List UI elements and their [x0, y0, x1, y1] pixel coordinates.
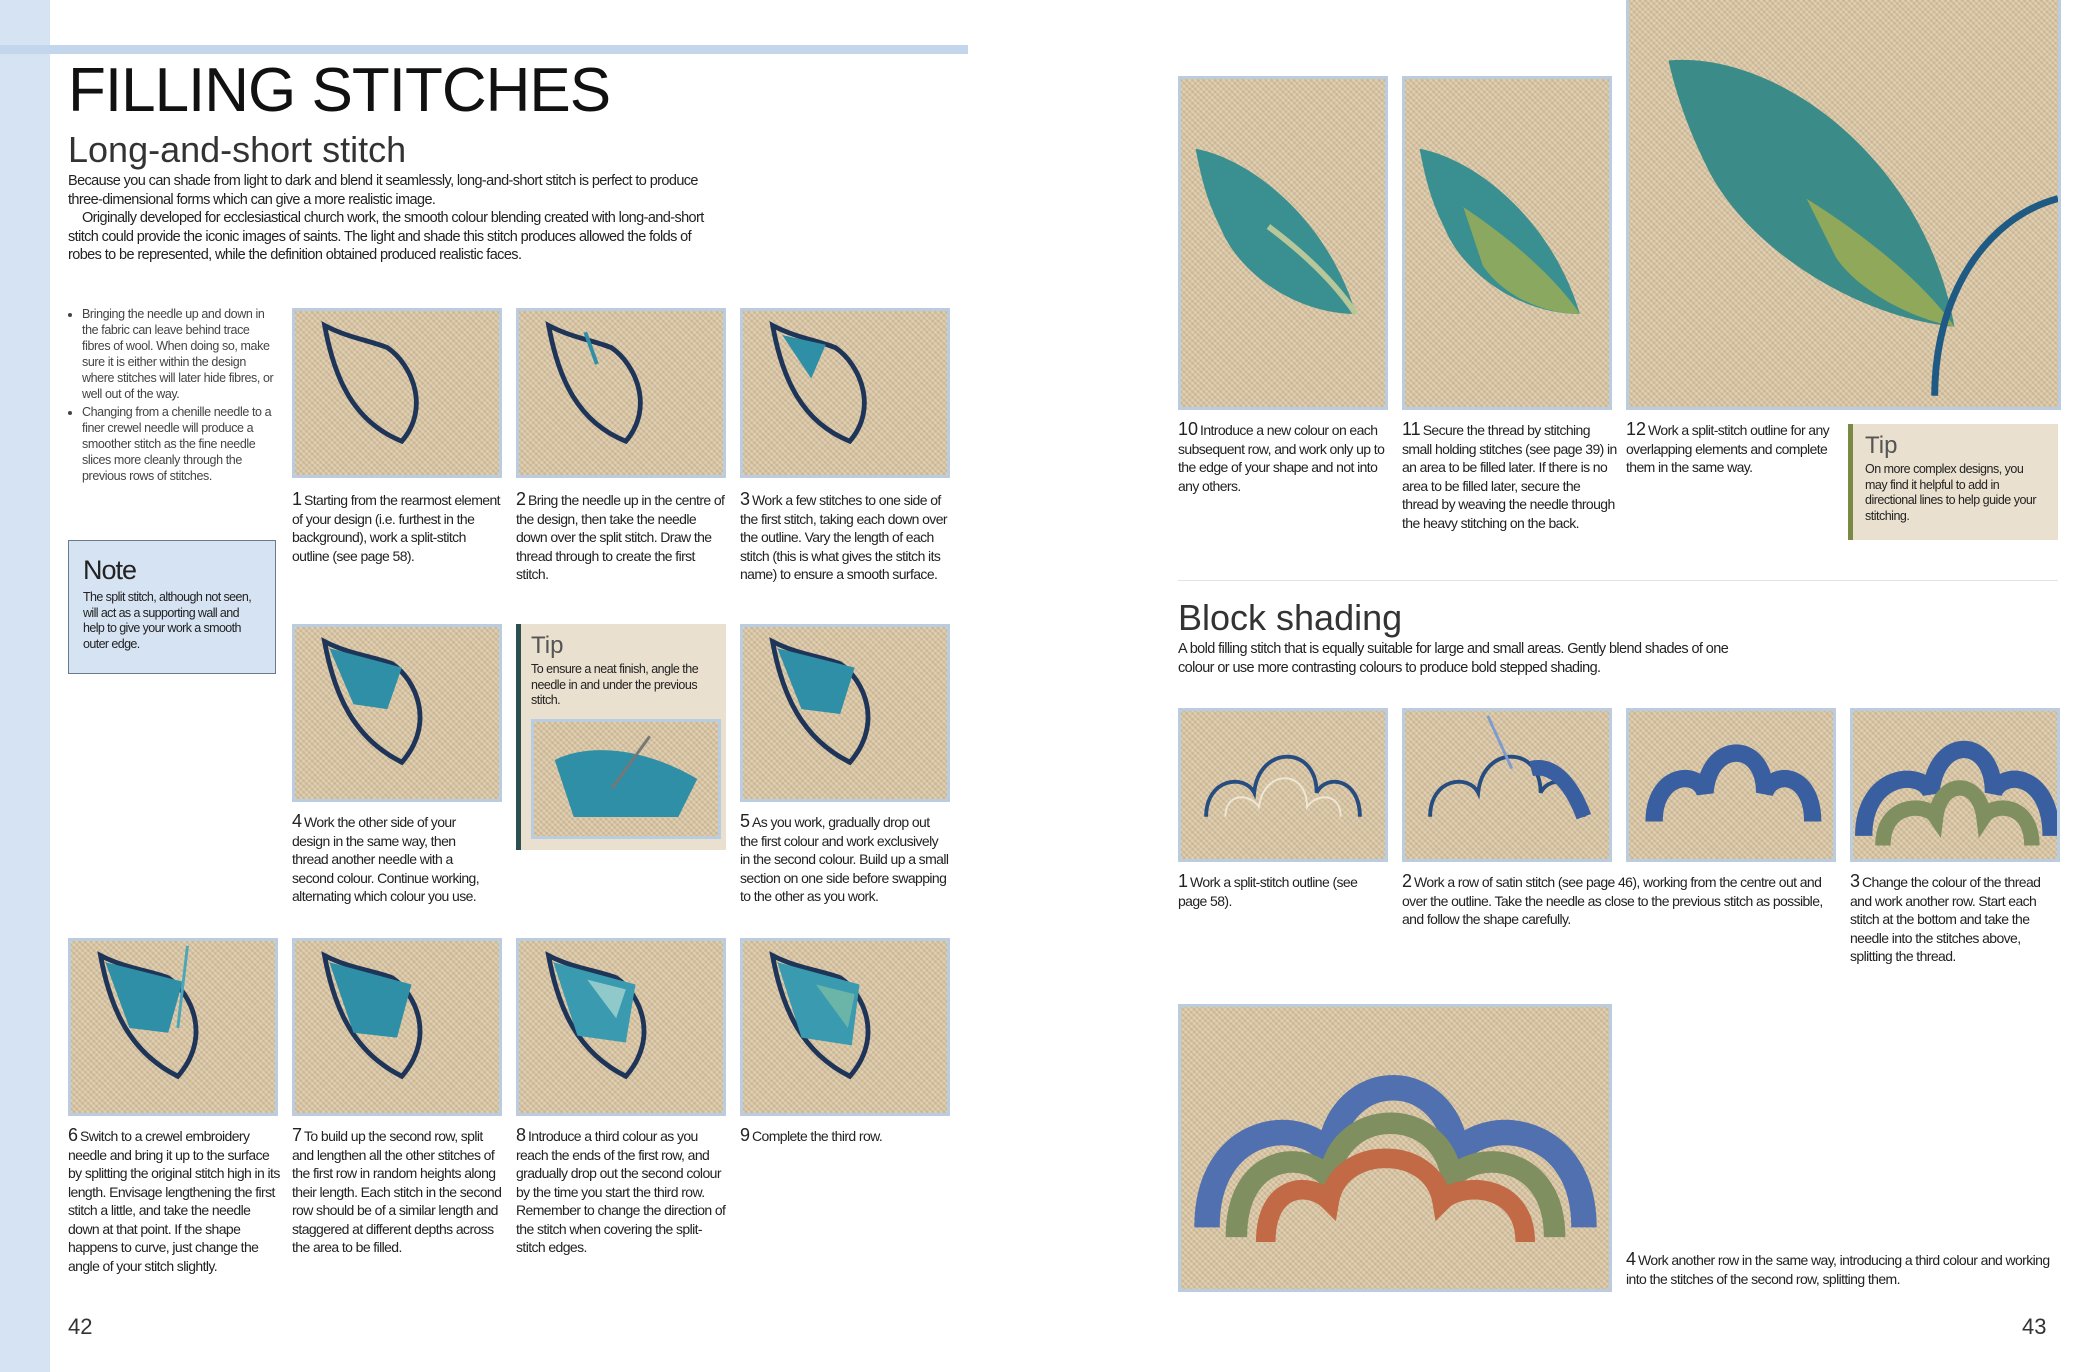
tip-photo [531, 719, 721, 839]
step-9-caption: 9 Complete the third row. [740, 1125, 883, 1145]
block-step-2-photo [1402, 708, 1612, 862]
tip-box-left [516, 624, 726, 850]
page-title: FILLING STITCHES [68, 56, 611, 125]
step-5-photo [740, 624, 950, 802]
block-step-1-caption: 1 Work a split-stitch outline (see page 58). [1178, 871, 1358, 909]
step-4-caption: 4 Work the other side of your design in the same way, then thread another needle with a second colour. Continue working, alternating which colour you use. [292, 811, 480, 904]
bullet-item: • Bringing the needle up and down in the fabric can leave behind trace fibres of wool. When doing so, make sure it is either within the design where stitches will later hide fibres, or well out of the way. [82, 306, 274, 402]
step-6-photo [68, 938, 278, 1116]
step-3-caption: 3 Work a few stitches to one side of the first stitch, taking each down over the outline. Vary the length of each stitch (this is what gives the stitch its name) to ensure a smooth surface. [740, 489, 947, 582]
step-12-caption: 12 Work a split-stitch outline for any overlapping elements and complete them in the same way. [1626, 419, 1830, 475]
step-2-caption: 2 Bring the needle up in the centre of the design, then take the needle down over the split stitch. Draw the thread through to create the first stitch. [516, 489, 725, 582]
tip-text: To ensure a neat finish, angle the needle in and under the previous stitch. [531, 662, 699, 707]
step-7-caption: 7 To build up the second row, split and lengthen all the other stitches of the first row in random heights along their length. Each stitch in the second row should be of a similar length and staggered at different depths across the area to be filled. [292, 1125, 502, 1255]
step-1-caption: 1 Starting from the rearmost element of your design (i.e. furthest in the background), work a split-stitch outline (see page 58). [292, 489, 500, 564]
step-1-photo [292, 308, 502, 478]
tip-heading: Tip [1865, 432, 1898, 459]
page-number-right: 43 [2022, 1314, 2047, 1339]
intro-text [68, 172, 718, 265]
step-8-photo [516, 938, 726, 1116]
step-5-caption: 5 As you work, gradually drop out the first colour and work exclusively in the second colour. Build up a small section on one side before swapping to the other as you work. [740, 811, 949, 904]
left-margin-band [0, 0, 50, 1372]
block-step-4-caption: 4 Work another row in the same way, introducing a third colour and working into the stitches of the second row, splitting them. [1626, 1249, 2050, 1287]
step-10-photo [1178, 76, 1388, 410]
block-step-2-caption: 2 Work a row of satin stitch (see page 46), working from the centre out and over the outline. Take the needle as close to the previous stitch as possible, and follow the shape carefully. [1402, 871, 1823, 927]
note-box [68, 540, 276, 674]
step-10-caption: 10 Introduce a new colour on each subsequent row, and work only up to the edge of your shape and not into any others. [1178, 419, 1385, 494]
step-8-caption: 8 Introduce a third colour as you reach the ends of the first row, and gradually drop out the second colour by the time you start the third row. Remember to change the direction of the stitch when covering the split-stitch edges. [516, 1125, 726, 1255]
tip-heading: Tip [531, 632, 564, 659]
step-11-photo [1402, 76, 1612, 410]
tip-text: On more complex designs, you may find it helpful to add in directional lines to help guide your stitching. [1865, 462, 2037, 523]
step-7-photo [292, 938, 502, 1116]
note-heading: Note [83, 555, 137, 585]
step-4-photo [292, 624, 502, 802]
block-step-1-photo [1178, 708, 1388, 862]
block-step-3-photo [1850, 708, 2060, 862]
block-step-4-photo [1178, 1004, 1612, 1292]
section-heading-long-short: Long-and-short stitch [68, 129, 407, 170]
section-heading-block-shading: Block shading [1178, 597, 1403, 638]
step-11-caption: 11 Secure the thread by stitching small holding stitches (see page 39) in an area to be filled later. If there is no area to be filled later, secure the thread by weaving the needle through the heavy stitching on the back. [1402, 419, 1617, 531]
step-9-photo [740, 938, 950, 1116]
step-2-photo [516, 308, 726, 478]
intro-paragraph-2: Originally developed for ecclesiastical church work, the smooth colour blending created with long-and-short stitch could provide the iconic images of saints. The light and shade this stitch produces allowed the folds of robes to be represented, while the definition obtained produced realistic faces. [68, 210, 704, 263]
note-text: The split stitch, although not seen, will act as a supporting wall and help to give your work a smooth outer edge. [83, 590, 252, 651]
tips-bullet-list [68, 306, 274, 486]
step-3-photo [740, 308, 950, 478]
tip-box-right [1848, 424, 2058, 540]
header-rule [0, 45, 968, 54]
block-intro-text: A bold filling stitch that is equally suitable for large and small areas. Gently blend shades of one colour or use more contrasting colours to produce bold stepped shading. [1178, 641, 1729, 676]
block-step-2b-photo [1626, 708, 1836, 862]
intro-paragraph-1: Because you can shade from light to dark and blend it seamlessly, long-and-short stitch is perfect to produce three-dimensional forms which can give a more realistic image. [68, 173, 698, 208]
step-12-photo [1626, 0, 2061, 410]
block-step-3-caption: 3 Change the colour of the thread and work another row. Start each stitch at the bottom and take the needle into the stitches above, splitting the thread. [1850, 871, 2041, 964]
bullet-item: • Changing from a chenille needle to a finer crewel needle will produce a smoother stitch as the fine needle slices more cleanly through the previous rows of stitches. [82, 404, 274, 484]
section-divider [1178, 580, 2058, 581]
page-number-left: 42 [68, 1314, 93, 1339]
step-6-caption: 6 Switch to a crewel embroidery needle and bring it up to the surface by splitting the original stitch high in its length. Envisage lengthening the first stitch a little, and take the needle down at that point. If the shape happens to curve, just change the angle of your stitch slightly. [68, 1125, 280, 1274]
